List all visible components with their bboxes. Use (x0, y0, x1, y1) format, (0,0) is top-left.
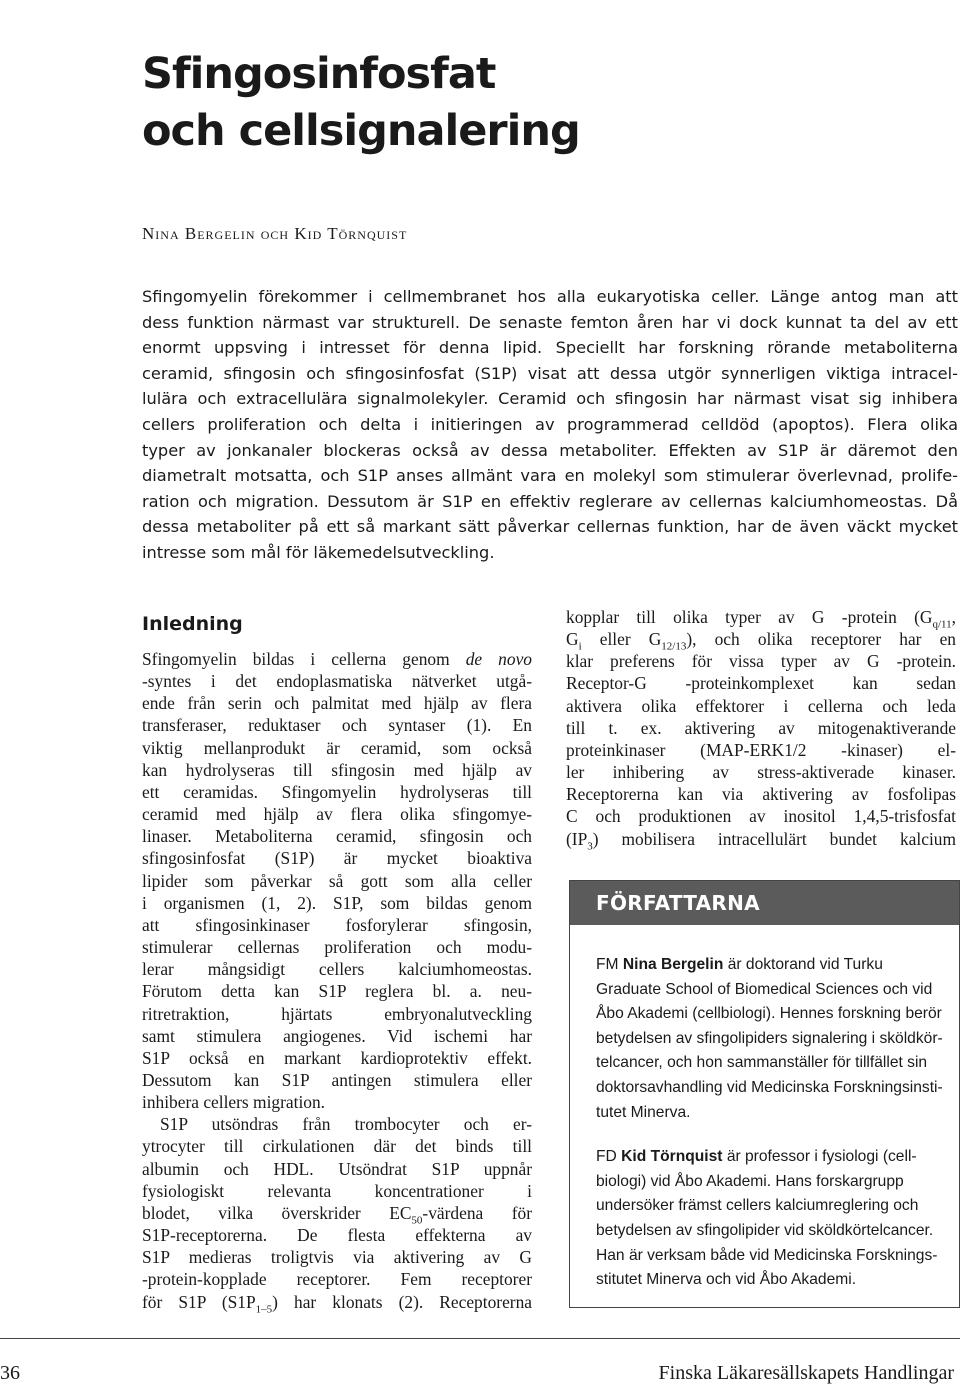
text-line: dessa metaboliter på ett så markant sätt påverkar cellernas funktion, har de även väckt mycket (142, 517, 958, 537)
title-line-2: och cellsignalering (142, 106, 580, 156)
text-line: stitutet Minerva och vid Åbo Akademi. (596, 1271, 857, 1289)
text-line: ler inhibering av stress-aktiverade kinaser. (566, 762, 956, 783)
text-line: Förutom detta kan S1P reglera bl. a. neu- (142, 981, 532, 1002)
text-line: Receptorerna kan via aktivering av fosfolipas (566, 784, 956, 805)
text-line: sfingosinfosfat (S1P) är mycket bioaktiva (142, 848, 532, 869)
text-line: -protein-kopplade receptorer. Fem receptorer (142, 1269, 532, 1290)
text-line: viktig mellanprodukt är ceramid, som också (142, 737, 532, 758)
text-line: enormt uppsving i intresset för denna lipid. Speciellt har forskning rörande metaboliterna (142, 338, 958, 358)
text-line: för S1P $(S1P_{1-5})$ har klonats (2). Receptorerna (142, 1291, 532, 1315)
title-line-1: Sfingosinfosfat (142, 49, 496, 99)
text-line: -syntes i det endoplasmatiska nätverket utgå- (142, 671, 532, 692)
authors-box-body (570, 925, 959, 1293)
text-line: att sfingosinkinaser fosforylerar sfingosin, (142, 914, 532, 935)
text-line: Han är verksam både vid Medicinska Forsknings- (596, 1246, 938, 1264)
text-line: inhibera cellers migration. (142, 1092, 326, 1113)
authors-box-heading: FÖRFATTARNA (570, 881, 959, 925)
text-line: samt stimulera angiogenes. Vid ischemi har (142, 1025, 532, 1046)
text-line: ett ceramidas. Sfingomyelin hydrolyseras till (142, 781, 532, 802)
text-line: Sfingomyelin förekommer i cellmembranet hos alla eukaryotiska celler. Länge antog man att (142, 287, 958, 306)
text-line: proteinkinaser (MAP-ERK1/2 -kinaser) el- (566, 739, 956, 760)
body-line: $(IP_3)$ mobilisera intracellulärt bundet kalcium (566, 828, 956, 853)
text-line: kan hydrolyseras till sfingosin med hjälp av (142, 759, 532, 780)
author-byline: Nina Bergelin och Kid Törnquist (142, 224, 408, 243)
text-line: lipider som påverkar så gott som alla celler (142, 870, 532, 891)
text-line: linaser. Metaboliterna ceramid, sfingosin och (142, 826, 532, 847)
text-line: undersöker främst cellers kalciumreglering och (596, 1197, 919, 1215)
text-line: aktivera olika effektorer i cellerna och leda (566, 695, 956, 716)
author-bio-1: FM Nina Bergelin är doktorand vid Turku Graduate School of Biomedical Sciences och vid Åbo Akademi (cellbiologi). Hennes forskning berör betydelsen av sfingolipiders signalering i sköldkör- telcancer, och hon sammanställer för tillfället sin doktorsavhandling vid Medicinska Forskningsinsti- tutet Minerva. (596, 953, 939, 1125)
text-line: betydelsen av sfingolipiders signalering i sköldkör- (596, 1029, 943, 1047)
text-line: stimulerar cellernas proliferation och modu- (142, 937, 532, 958)
journal-name: Finska Läkaresällskapets Handlingar (658, 1362, 954, 1384)
right-column (566, 606, 956, 853)
body-line: Sfingomyelin bildas i cellerna genom de novo (142, 649, 532, 669)
body-line: $G_i$ eller $G_{12/13}$), och olika receptorer har en (566, 629, 956, 653)
text-line: intresse som mål för läkemedelsutveckling. (142, 542, 495, 562)
text-line: biologi) vid Åbo Akademi. Hans forskargrupp (596, 1172, 904, 1190)
text-line: S1P också en markant kardioprotektiv effekt. (142, 1047, 532, 1068)
text-line: Dessutom kan S1P antingen stimulera eller (142, 1069, 532, 1090)
article-title (142, 46, 842, 160)
text-line: ende från serin och palmitat med hjälp av flera (142, 693, 532, 714)
text-line: lerar mångsidigt cellers kalciumhomeostas. (142, 959, 532, 980)
text-line: betydelsen av sfingolipider vid sköldkörtelcancer. (596, 1221, 934, 1239)
section-heading: Inledning (142, 613, 243, 635)
text-line: tutet Minerva. (596, 1103, 691, 1121)
text-line: till t. ex. aktivering av mitogenaktiverande (566, 717, 956, 738)
author-name: Nina Bergelin (622, 956, 724, 973)
text-line: S1P utsöndras från trombocyter och er- (160, 1114, 532, 1135)
text-line: cellers proliferation och delta i initieringen av programmerad celldöd (apoptos). Flera olika (142, 414, 958, 434)
text-line: i organismen (1, 2). S1P, som bildas genom (142, 892, 532, 913)
text-line: Receptor-G -proteinkomplexet kan sedan (566, 673, 956, 694)
text-line: telcancer, och hon sammanställer för tillfället sin (596, 1054, 928, 1072)
text-line: typer av jonkanaler blockeras också av dessa metaboliter. Effekten av S1P är däremot den (142, 440, 958, 460)
body-line: kopplar till olika typer av G -protein ($G_{q/11}$, (566, 607, 956, 631)
text-line: S1P-receptorerna. De flesta effekterna av (142, 1225, 532, 1246)
italic-term: de novo (465, 649, 532, 669)
text-line: ration och migration. Dessutom är S1P en effektiv reglerare av cellernas kalciumhomeostas. Då (142, 491, 958, 511)
text-line: doktorsavhandling vid Medicinska Forskningsinsti- (596, 1078, 943, 1096)
text-line: lulära och extracellulära signalmolekyler. Ceramid och sfingosin har närmast visat sig inhibera (142, 389, 958, 409)
text-line: albumin och HDL. Utsöndrat S1P uppnår (142, 1158, 532, 1179)
text-line: Åbo Akademi (cellbiologi). Hennes forskning berör (596, 1005, 942, 1023)
author-bio-2: FD Kid Törnquist är professor i fysiologi (cell- biologi) vid Åbo Akademi. Hans forskargrupp undersöker främst cellers kalciumreglering och betydelsen av sfingolipider vid sköldkörtelcancer. Han är verksam både vid Medicinska Forsknings- stitutet Minerva och vid Åbo Akademi. (596, 1145, 939, 1293)
page-number: 36 (0, 1362, 20, 1384)
text-line: blodet, vilka överskrider $EC_{50}$-värdena för (142, 1202, 532, 1227)
authors-box (569, 880, 960, 1308)
text-line: Graduate School of Biomedical Sciences och vid (596, 980, 933, 998)
text-line: klar preferens för vissa typer av G -protein. (566, 651, 956, 672)
author-name: Kid Törnquist (621, 1148, 723, 1166)
text-line: diametralt motsatta, och S1P anses allmänt vara en molekyl som stimulerar överlevnad, prolife- (142, 466, 958, 486)
text-line: dess funktion närmast var strukturell. De senaste femton åren har vi dock kunnat ta del av ett (142, 312, 958, 332)
footer-rule (0, 1338, 960, 1339)
abstract (142, 284, 958, 566)
text-line: ceramid med hjälp av flera olika sfingomye- (142, 804, 532, 825)
text-line: ceramid, sfingosin och sfingosinfosfat (S1P) visat att dessa utgör synnerligen viktiga intracel- (142, 363, 958, 383)
left-column (142, 612, 532, 1313)
text-line: ritretraktion, hjärtats embryonalutveckling (142, 1003, 532, 1024)
text-line: C och produktionen av inositol 1,4,5-trisfosfat (566, 806, 956, 827)
text-line: S1P medieras troligtvis via aktivering av G (142, 1247, 532, 1268)
text-line: ytrocyter till cirkulationen där det binds till (142, 1136, 532, 1157)
text-line: fysiologiskt relevanta koncentrationer i (142, 1180, 532, 1201)
text-line: transferaser, reduktaser och syntaser (1). En (142, 715, 532, 736)
